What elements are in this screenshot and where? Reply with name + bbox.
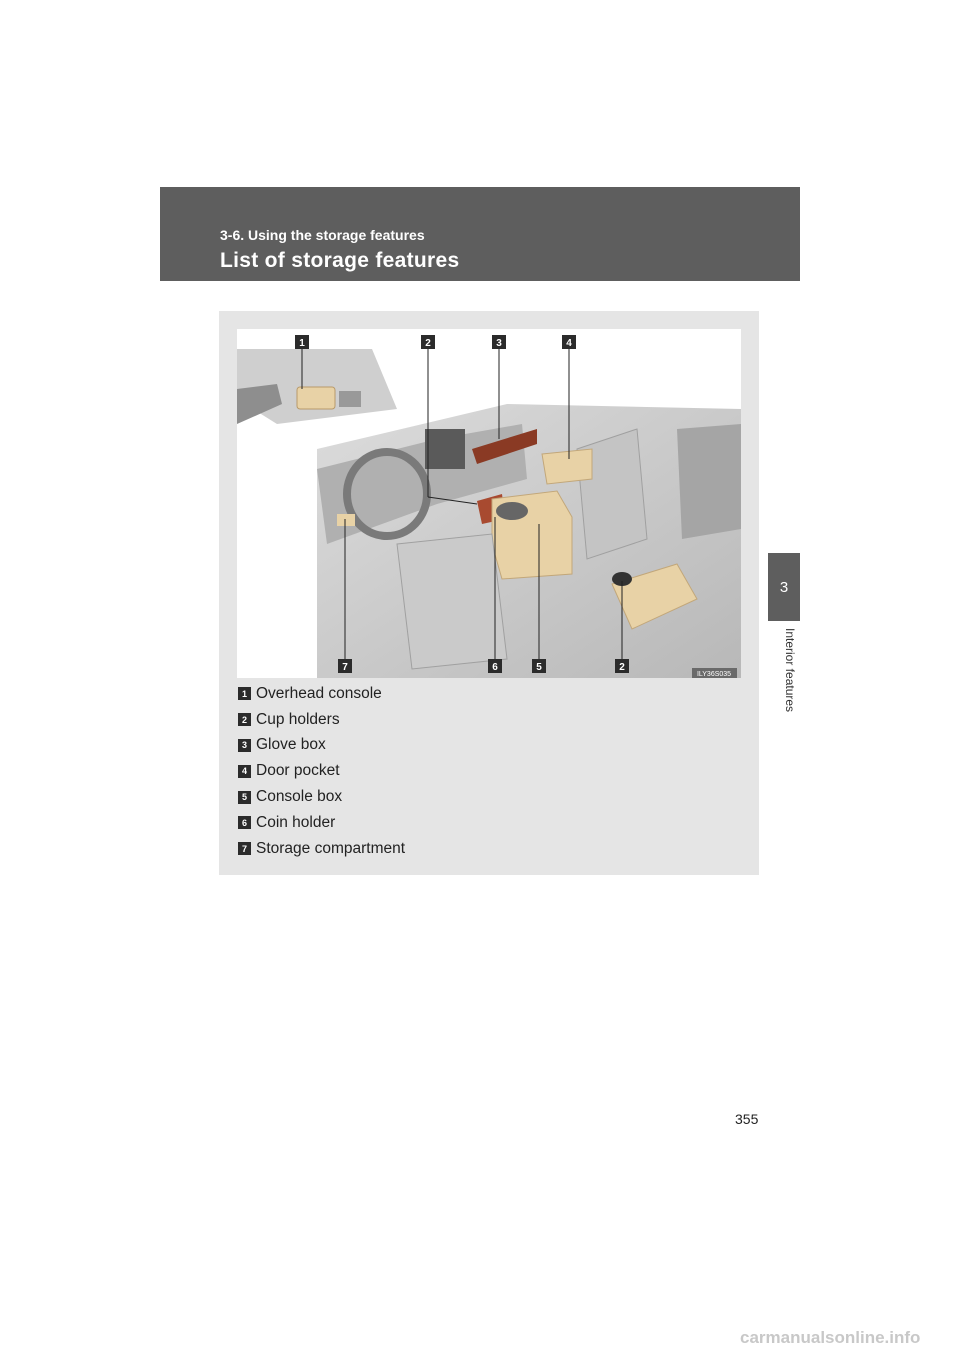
callout-top-4: 4 [566, 338, 572, 349]
overhead-buttons [339, 391, 361, 407]
callout-top-1: 1 [299, 338, 305, 349]
legend-list [238, 681, 405, 862]
interior-drawing [237, 329, 741, 678]
rear-door [677, 424, 741, 539]
chapter-number: 3 [779, 578, 789, 596]
legend-label: Coin holder [256, 813, 336, 831]
callout-bottom-2: 2 [619, 662, 625, 673]
legend-label: Storage compartment [256, 839, 406, 857]
legend-badge: 3 [238, 739, 251, 752]
legend-badge: 4 [238, 765, 251, 778]
legend-badge: 6 [238, 816, 251, 829]
passenger-seat [577, 429, 647, 559]
car-interior-illustration [237, 329, 741, 678]
legend-badge: 5 [238, 791, 251, 804]
callout-bottom-6: 6 [492, 662, 498, 673]
center-display [425, 429, 465, 469]
list-item [238, 784, 405, 810]
section-label: 3-6. Using the storage features [220, 227, 425, 243]
list-item [238, 810, 405, 836]
list-item [238, 707, 405, 733]
driver-seat [397, 534, 507, 669]
callout-bottom-7: 7 [342, 662, 348, 673]
legend-badge: 7 [238, 842, 251, 855]
header-bar [160, 187, 800, 281]
legend-badge: 1 [238, 687, 251, 700]
legend-label: Glove box [256, 736, 326, 754]
page-title: List of storage features [220, 249, 460, 272]
coin-holder-highlight [496, 502, 528, 520]
legend-label: Cup holders [256, 710, 340, 728]
content-panel [219, 311, 759, 875]
callout-top-2: 2 [425, 338, 431, 349]
callout-top-3: 3 [496, 338, 502, 349]
image-code: ILY36S035 [696, 671, 732, 678]
legend-label: Door pocket [256, 762, 340, 780]
legend-badge: 2 [238, 713, 251, 726]
watermark: carmanualsonline.info [740, 1328, 921, 1347]
list-item [238, 836, 405, 862]
list-item [238, 733, 405, 759]
list-item [238, 758, 405, 784]
overhead-console-highlight [297, 387, 335, 409]
list-item [238, 681, 405, 707]
callout-bottom-5: 5 [536, 662, 542, 673]
page-number: 355 [735, 1111, 759, 1127]
door-pocket-highlight [542, 449, 592, 484]
storage-compartment-highlight [337, 514, 355, 526]
legend-label: Console box [256, 788, 343, 806]
chapter-label: Interior features [783, 628, 797, 713]
legend-label: Overhead console [256, 684, 382, 702]
chapter-tab[interactable] [768, 553, 800, 621]
